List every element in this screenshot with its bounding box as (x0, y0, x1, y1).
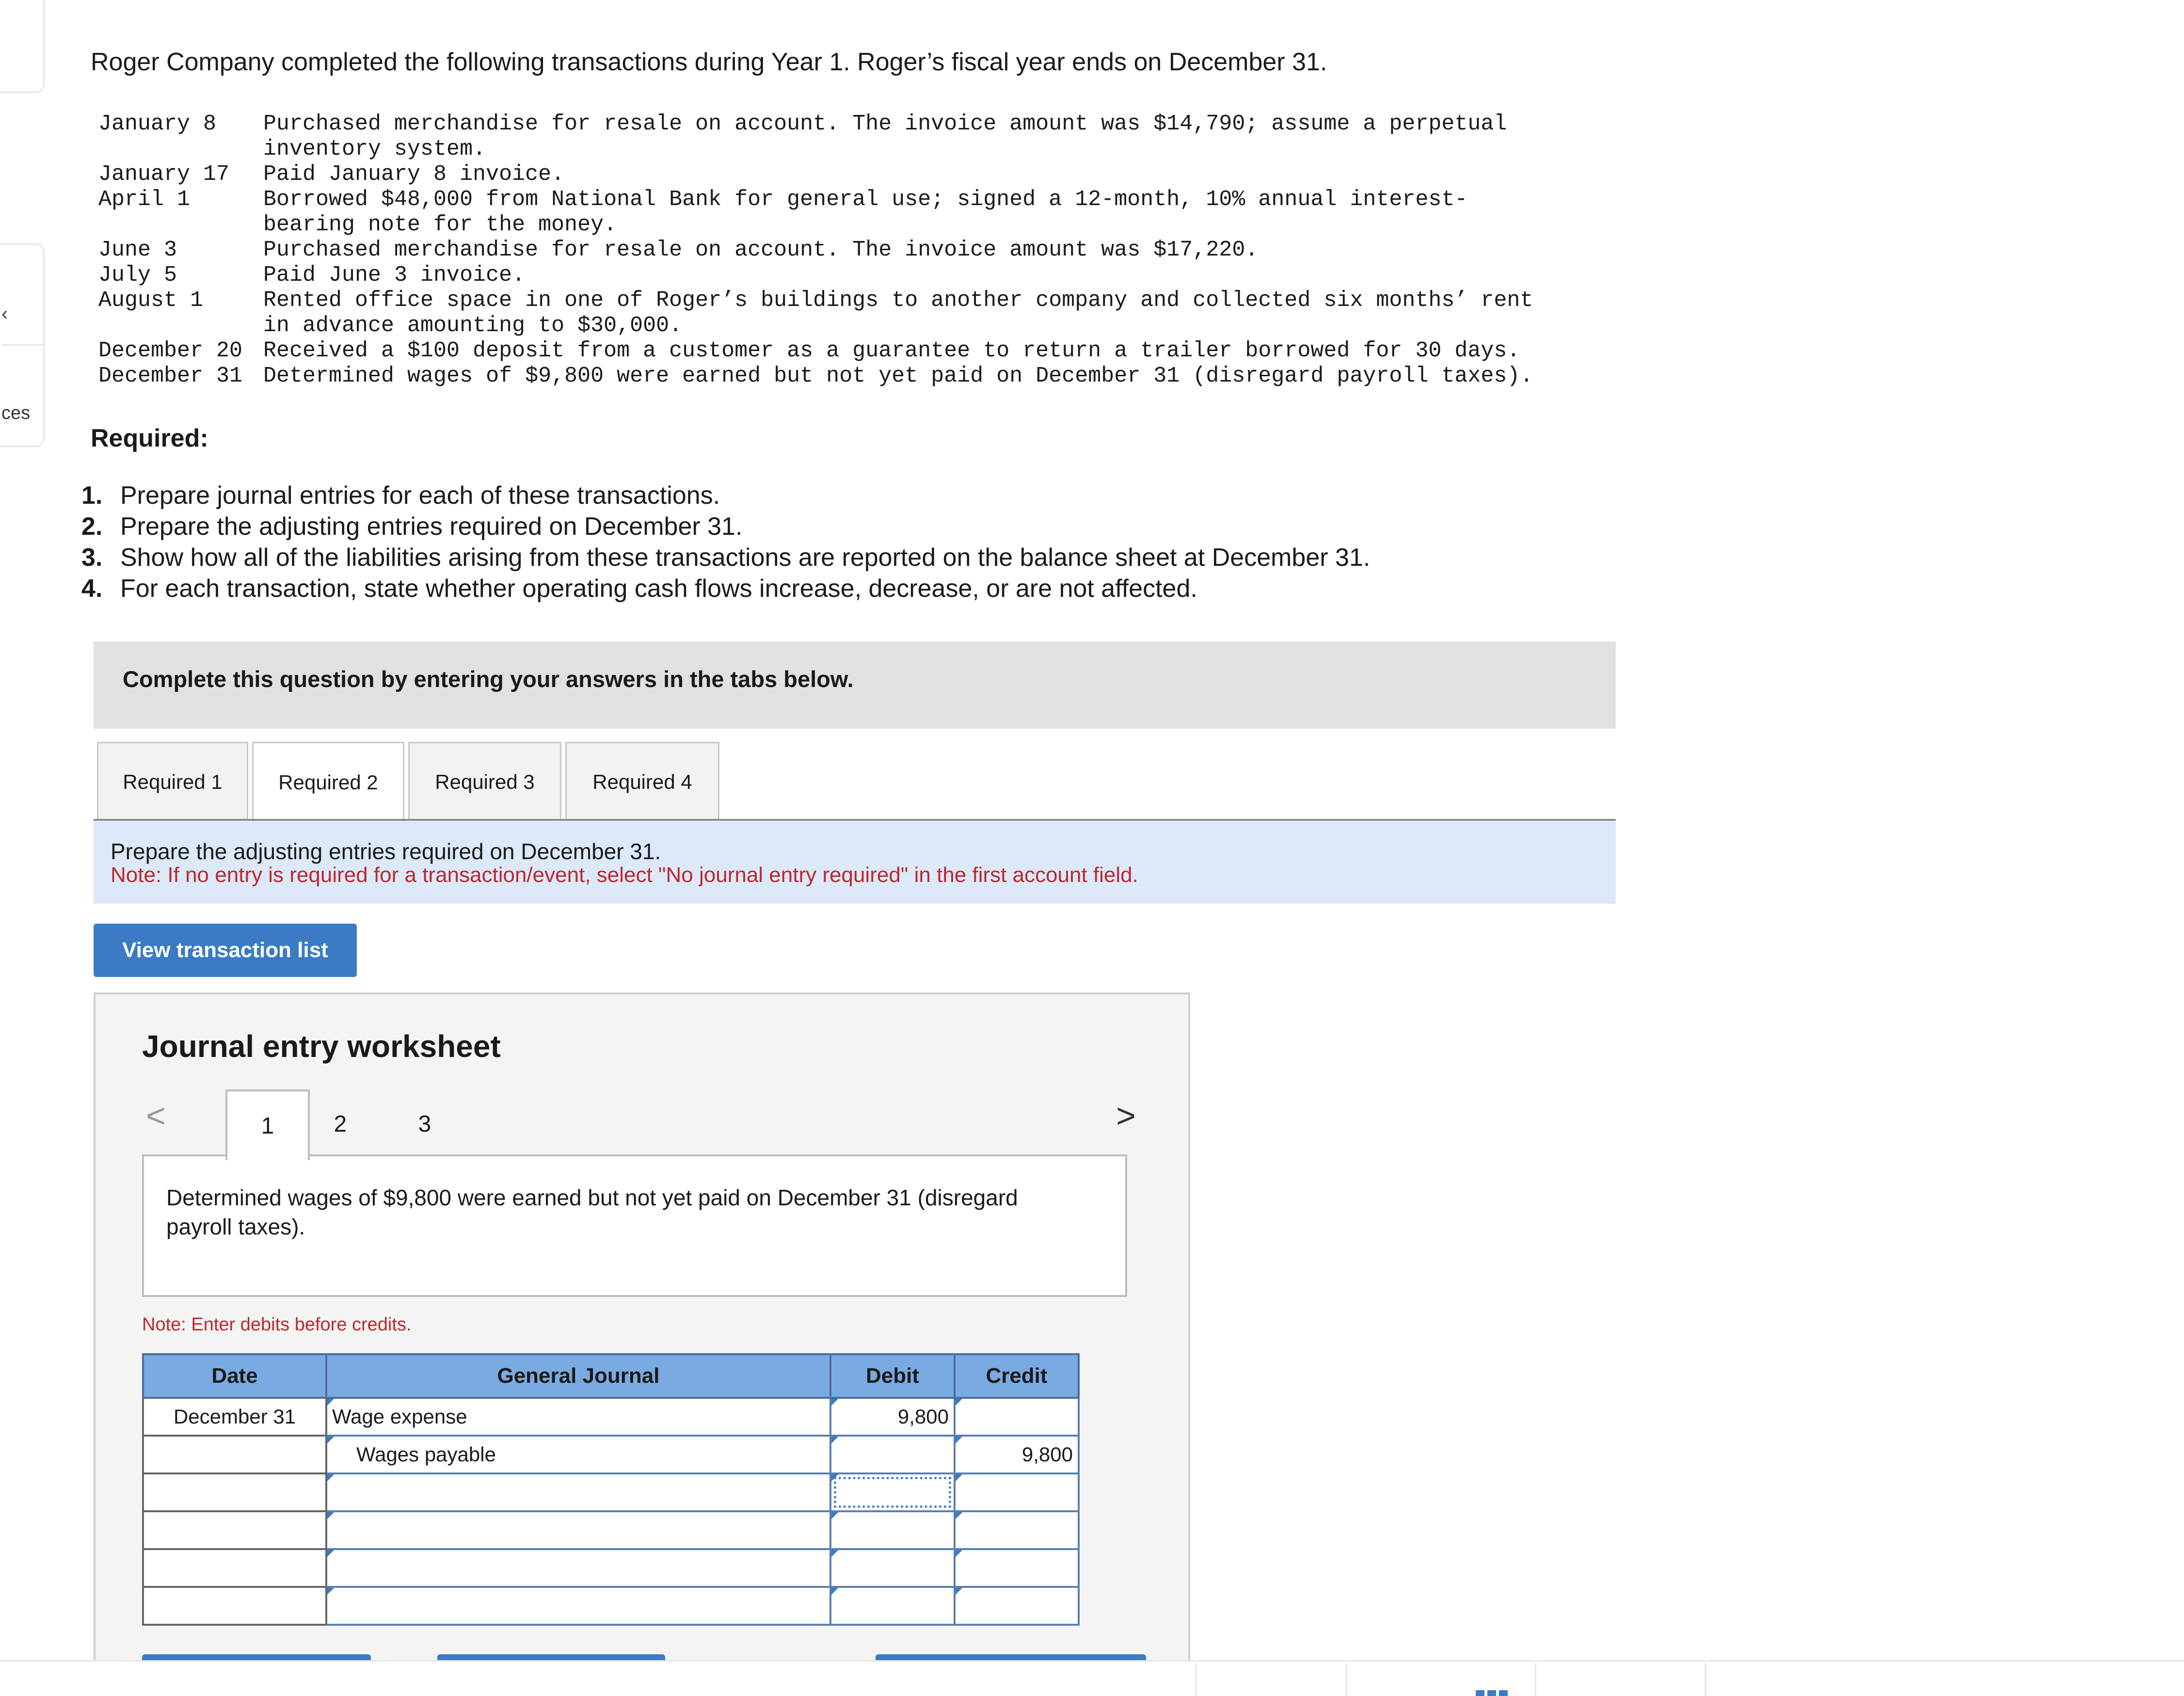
transaction-row (98, 288, 1553, 338)
transaction-date: December 20 (98, 338, 243, 363)
transaction-description: Paid January 8 invoice. (263, 162, 565, 187)
transaction-description: Borrowed $48,000 from National Bank for general use; signed a 12-month, 10% annual interest-bearing note for the money. (263, 187, 1468, 237)
transaction-date: July 5 (98, 263, 177, 288)
transaction-row (98, 112, 1553, 162)
journal-account-cell[interactable] (326, 1436, 830, 1473)
journal-account-cell[interactable] (326, 1511, 830, 1549)
journal-date-cell[interactable] (143, 1511, 326, 1549)
journal-credit-cell[interactable] (955, 1398, 1079, 1436)
journal-debit-cell[interactable] (830, 1398, 955, 1436)
journal-debit-cell[interactable] (830, 1587, 955, 1625)
worksheet-title: Journal entry worksheet (142, 1029, 501, 1064)
view-transaction-list-button[interactable]: View transaction list (94, 924, 357, 977)
dropdown-marker-icon (956, 1550, 962, 1557)
transaction-description: Determined wages of $9,800 were earned but not yet paid on December 31 (disregard payroll taxes). (263, 364, 1533, 388)
journal-date-cell-value: December 31 (173, 1405, 296, 1428)
journal-date-cell[interactable] (143, 1549, 326, 1587)
instruction-text: Complete this question by entering your answers in the tabs below. (123, 666, 854, 692)
dropdown-marker-icon (831, 1512, 838, 1519)
side-panel-nav[interactable] (0, 243, 45, 447)
journal-row (143, 1549, 1079, 1587)
dropdown-marker-icon (831, 1474, 838, 1481)
dropdown-marker-icon (956, 1588, 962, 1595)
required-heading: Required: (91, 424, 208, 452)
required-item-text: Prepare journal entries for each of these transactions. (120, 481, 720, 510)
journal-row (143, 1511, 1079, 1549)
required-item-number: 2. (81, 512, 103, 541)
journal-date-cell[interactable] (143, 1436, 326, 1473)
dropdown-marker-icon (956, 1512, 962, 1519)
journal-row (143, 1398, 1079, 1436)
journal-credit-cell[interactable] (955, 1549, 1079, 1587)
journal-date-cell[interactable] (143, 1587, 326, 1625)
transaction-row (98, 263, 1553, 288)
tab-underline (94, 819, 1616, 821)
journal-credit-cell[interactable] (955, 1587, 1079, 1625)
column-header-credit: Credit (955, 1354, 1079, 1398)
journal-account-cell[interactable] (326, 1473, 830, 1511)
journal-account-cell[interactable] (326, 1587, 830, 1625)
info-box (94, 821, 1616, 904)
divider (1, 344, 43, 346)
required-item (81, 480, 1370, 511)
dropdown-marker-icon (327, 1399, 334, 1406)
transaction-description: Determined wages of $9,800 were earned but not yet paid on December 31 (disregard payroll taxes). (166, 1185, 1018, 1239)
journal-credit-cell[interactable] (955, 1436, 1079, 1473)
journal-date-cell[interactable] (143, 1473, 326, 1511)
transaction-description: Paid June 3 invoice. (263, 263, 526, 288)
transaction-description: Received a $100 deposit from a customer as a guarantee to return a trailer borrowed for 30 days. (263, 338, 1520, 363)
dropdown-marker-icon (831, 1399, 838, 1406)
info-note: Note: If no entry is required for a transaction/event, select "No journal entry required" in the first account field. (111, 863, 1138, 887)
transaction-date: June 3 (98, 238, 177, 262)
bottom-navigation-bar (0, 1660, 2184, 1696)
dropdown-marker-icon (327, 1512, 334, 1519)
journal-debit-cell[interactable] (830, 1436, 955, 1473)
required-list (81, 480, 1370, 604)
required-item (81, 511, 1370, 542)
transaction-row (98, 364, 1553, 389)
journal-table (142, 1353, 1080, 1626)
worksheet-page-3[interactable]: 3 (418, 1111, 431, 1137)
dropdown-marker-icon (831, 1437, 838, 1443)
dropdown-marker-icon (956, 1399, 962, 1406)
journal-date-cell[interactable] (143, 1398, 326, 1436)
dropdown-marker-icon (327, 1550, 334, 1557)
tab-required-4[interactable]: Required 4 (565, 742, 719, 820)
journal-account-cell-value: Wages payable (356, 1443, 496, 1466)
transaction-row (98, 187, 1553, 238)
dropdown-marker-icon (831, 1550, 838, 1557)
transaction-description-box (142, 1154, 1127, 1297)
journal-debit-cell[interactable] (830, 1473, 955, 1511)
info-instruction: Prepare the adjusting entries required on December 31. (111, 839, 661, 864)
journal-row (143, 1436, 1079, 1473)
column-header-date: Date (143, 1354, 326, 1398)
instruction-box (94, 641, 1616, 729)
journal-credit-cell[interactable] (955, 1473, 1079, 1511)
column-header-debit: Debit (830, 1354, 955, 1398)
journal-debit-cell-value: 9,800 (897, 1405, 949, 1428)
transaction-row (98, 338, 1553, 364)
chevron-left-icon[interactable]: < (146, 1097, 166, 1135)
column-header-general-journal: General Journal (326, 1354, 830, 1398)
journal-credit-cell-value: 9,800 (1021, 1443, 1073, 1466)
transaction-description: Purchased merchandise for resale on account. The invoice amount was $14,790; assume a perpetual inventory system. (263, 112, 1507, 161)
journal-row (143, 1473, 1079, 1511)
transaction-date: January 8 (98, 112, 217, 136)
journal-account-cell[interactable] (326, 1398, 830, 1436)
dropdown-marker-icon (327, 1474, 334, 1481)
grid-menu-icon[interactable] (1476, 1690, 1508, 1696)
tab-required-1[interactable]: Required 1 (97, 742, 248, 820)
journal-account-cell-value: Wage expense (332, 1405, 467, 1428)
divider (1535, 1663, 1536, 1696)
divider (1705, 1663, 1706, 1696)
journal-credit-cell[interactable] (955, 1511, 1079, 1549)
chevron-right-icon[interactable]: > (1116, 1097, 1136, 1135)
dropdown-marker-icon (831, 1588, 838, 1595)
required-item-text: Show how all of the liabilities arising from these transactions are reported on the balance sheet at December 31. (120, 544, 1371, 572)
required-item-text: Prepare the adjusting entries required on December 31. (120, 512, 743, 541)
tab-required-3[interactable]: Required 3 (408, 742, 561, 820)
debits-credits-note: Note: Enter debits before credits. (142, 1314, 412, 1335)
transaction-description: Purchased merchandise for resale on account. The invoice amount was $17,220. (263, 238, 1259, 262)
journal-row (143, 1587, 1079, 1625)
journal-debit-cell[interactable] (830, 1549, 955, 1587)
worksheet-page-1[interactable]: 1 (225, 1089, 310, 1160)
required-item-text: For each transaction, state whether operating cash flows increase, decrease, or are not affected. (120, 575, 1197, 603)
worksheet-page-2[interactable]: 2 (334, 1111, 347, 1137)
tab-required-2[interactable]: Required 2 (252, 742, 404, 822)
dropdown-marker-icon (327, 1437, 334, 1443)
dropdown-marker-icon (956, 1437, 962, 1443)
dropdown-marker-icon (327, 1588, 334, 1595)
required-item (81, 542, 1370, 573)
transaction-date: January 17 (98, 162, 230, 187)
problem-intro: Roger Company completed the following transactions during Year 1. Roger’s fiscal year ends on December 31. (91, 48, 1327, 76)
transaction-row (98, 238, 1553, 263)
journal-debit-cell[interactable] (830, 1511, 955, 1549)
transaction-list (98, 112, 1553, 389)
side-panel-top (0, 0, 45, 93)
divider (1196, 1663, 1197, 1696)
transaction-description: Rented office space in one of Roger’s buildings to another company and collected six months’ rent in advance amounting to $30,000. (263, 288, 1533, 338)
divider (1346, 1663, 1347, 1696)
transaction-date: April 1 (98, 187, 191, 212)
required-item-number: 4. (81, 575, 103, 603)
dropdown-marker-icon (956, 1474, 962, 1481)
transaction-row (98, 162, 1553, 187)
side-panel-label[interactable]: ces (1, 403, 31, 423)
required-item (81, 573, 1370, 604)
required-item-number: 3. (81, 544, 103, 572)
journal-account-cell[interactable] (326, 1549, 830, 1587)
required-tabs (97, 742, 723, 820)
transaction-date: August 1 (98, 288, 204, 313)
transaction-date: December 31 (98, 364, 243, 388)
journal-entry-worksheet (94, 992, 1190, 1696)
required-item-number: 1. (81, 481, 103, 510)
chevron-left-icon[interactable]: ‹ (1, 303, 8, 324)
